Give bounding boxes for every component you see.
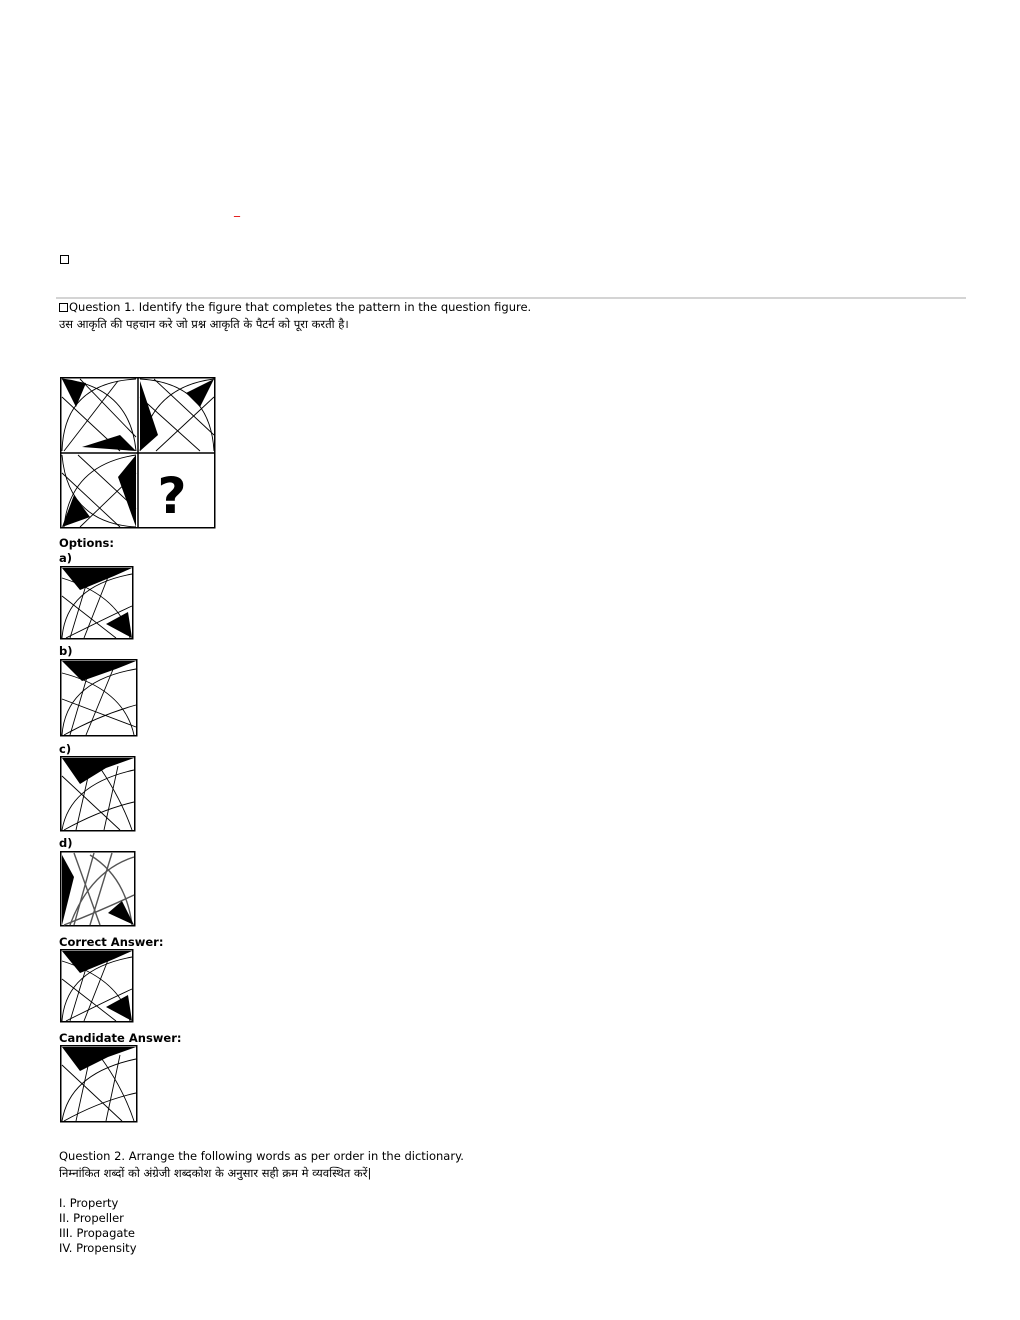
options-label: Options: (59, 536, 114, 550)
question-2-title-hindi: निम्नांकित शब्दों को अंग्रेजी शब्दकोश के अनुसार सही क्रम मे व्यवस्थित करें| (59, 1166, 372, 1180)
question-1-heading (59, 299, 531, 333)
question-mark: ? (157, 467, 187, 525)
candidate-answer-label: Candidate Answer: (59, 1031, 182, 1045)
question-2-title: Question 2. Arrange the following words as per order in the dictionary. (59, 1149, 464, 1163)
correct-answer-label: Correct Answer: (59, 935, 164, 949)
option-a-label: a) (59, 551, 73, 565)
option-c-figure[interactable] (60, 756, 136, 832)
question-2 (59, 1148, 464, 1256)
checkbox-glyph (60, 252, 70, 266)
checkbox-glyph (59, 303, 68, 312)
option-b-figure[interactable] (60, 659, 138, 737)
option-d-figure[interactable] (60, 851, 136, 927)
option-c-label: c) (59, 742, 72, 756)
question-2-word-list (59, 1196, 464, 1256)
correct-answer-figure (60, 949, 134, 1023)
question-1-title: Question 1. Identify the figure that completes the pattern in the question figure. (69, 300, 532, 314)
question-1-title-hindi: उस आकृति की पहचान करे जो प्रश्न आकृति के पैटर्न को पूरा करती है। (59, 317, 349, 331)
red-dash-mark: _ (234, 203, 240, 217)
list-item: II. Propeller (59, 1211, 124, 1225)
option-b-label: b) (59, 644, 73, 658)
candidate-answer-figure (60, 1045, 138, 1123)
option-a-figure[interactable] (60, 566, 134, 640)
list-item: IV. Propensity (59, 1241, 137, 1255)
option-d-label: d) (59, 836, 73, 850)
question-figure (60, 377, 216, 529)
list-item: III. Propagate (59, 1226, 136, 1240)
list-item: I. Property (59, 1196, 119, 1210)
